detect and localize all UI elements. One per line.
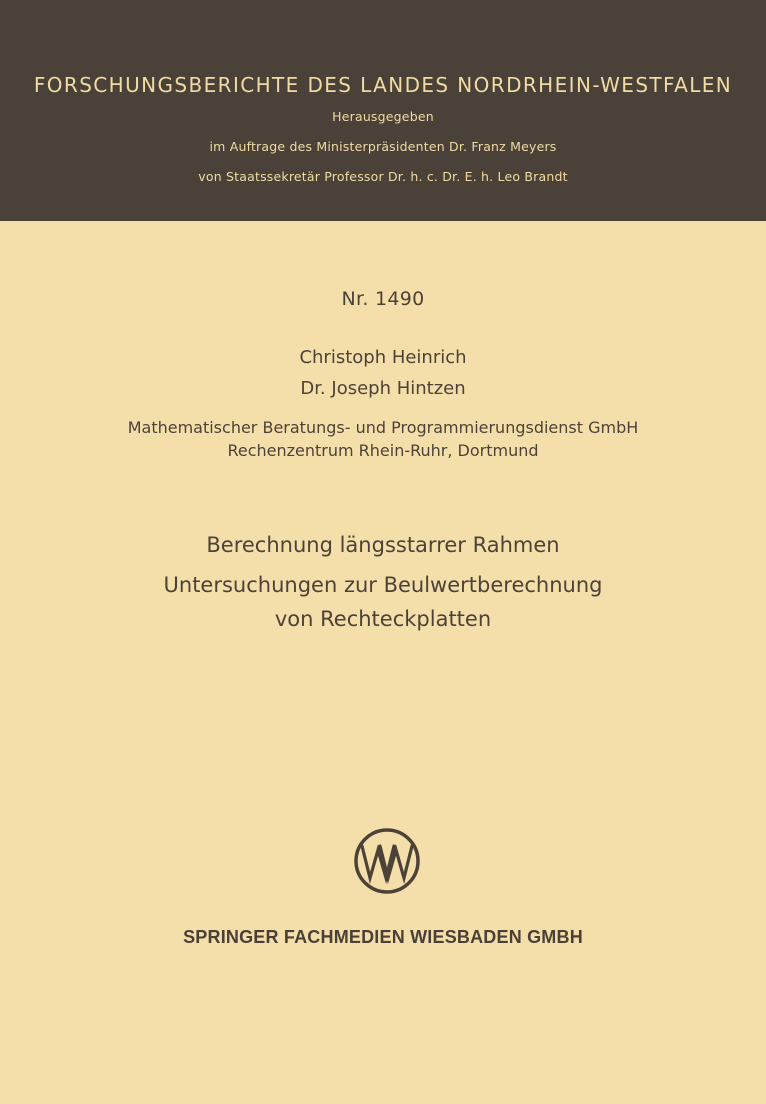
book-title-line: Berechnung längsstarrer Rahmen	[206, 533, 560, 557]
series-title: FORSCHUNGSBERICHTE DES LANDES NORDRHEIN-WESTFALEN	[33, 73, 733, 97]
affiliation-line: Rechenzentrum Rhein-Ruhr, Dortmund	[227, 441, 539, 460]
header-line-ministerpraesident: im Auftrage des Ministerpräsidenten Dr. Franz Meyers	[209, 139, 557, 154]
affiliation-line: Mathematischer Beratungs- und Programmierungsdienst GmbH	[127, 418, 639, 437]
series-header-band	[0, 0, 766, 221]
publisher-name: SPRINGER FACHMEDIEN WIESBADEN GMBH	[183, 927, 583, 947]
author-name: Christoph Heinrich	[299, 347, 467, 368]
book-title-line: Untersuchungen zur Beulwertberechnung	[163, 573, 603, 597]
header-line-staatssekretaer: von Staatssekretär Professor Dr. h. c. Dr. E. h. Leo Brandt	[198, 169, 568, 184]
author-name: Dr. Joseph Hintzen	[300, 378, 466, 399]
ww-publisher-logo-icon	[352, 826, 422, 896]
header-line-herausgegeben: Herausgegeben	[332, 109, 434, 124]
book-title-line: von Rechteckplatten	[274, 607, 492, 631]
report-number: Nr. 1490	[341, 288, 425, 310]
